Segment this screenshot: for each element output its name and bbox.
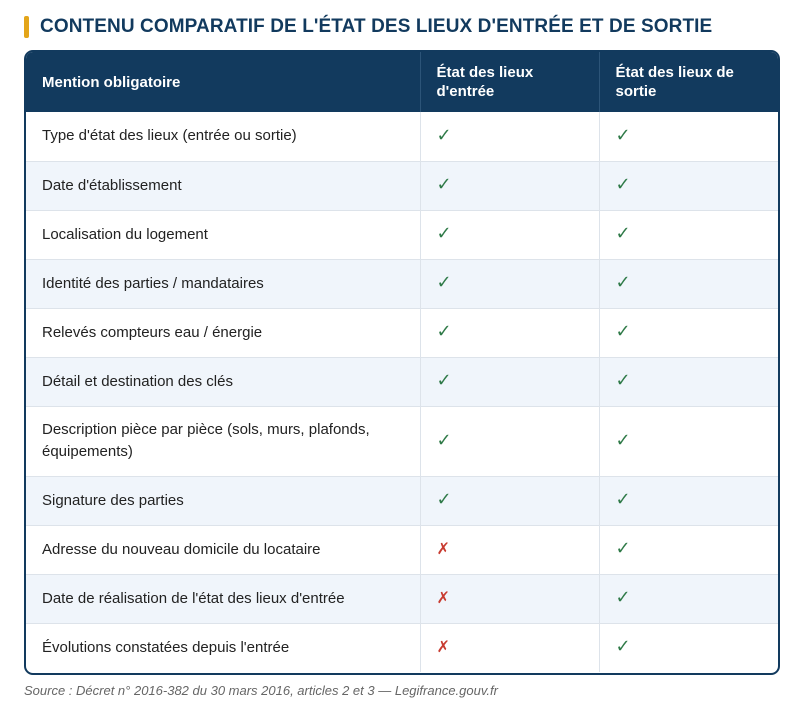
table-row — [26, 112, 778, 161]
check-icon: ✓ — [436, 489, 452, 510]
check-icon: ✓ — [436, 429, 452, 451]
check-icon: ✓ — [436, 174, 452, 195]
table-row — [26, 161, 778, 210]
header-entree: État des lieux d'entrée — [420, 52, 599, 112]
cross-icon: ✗ — [436, 588, 450, 607]
header-mention: Mention obligatoire — [42, 73, 181, 91]
row-label: Localisation du logement — [26, 210, 420, 259]
row-label: Adresse du nouveau domicile du locataire — [26, 525, 420, 574]
check-icon: ✓ — [615, 370, 631, 391]
row-label: Détail et destination des clés — [26, 357, 420, 406]
row-label: Description pièce par pièce (sols, murs, plafonds, équipements) — [26, 406, 420, 476]
table-row — [26, 357, 778, 406]
check-icon: ✓ — [615, 124, 631, 146]
check-icon: ✓ — [436, 223, 452, 244]
row-label: Identité des parties / mandataires — [26, 259, 420, 308]
table-row — [26, 476, 778, 525]
table-row — [26, 406, 778, 476]
table-body — [26, 112, 778, 672]
comparison-table — [26, 52, 778, 672]
table-row — [26, 259, 778, 308]
title-accent-bar — [24, 16, 29, 38]
check-icon: ✓ — [615, 429, 631, 451]
row-label: Date d'établissement — [26, 161, 420, 210]
check-icon: ✓ — [615, 174, 631, 195]
comparison-table-container — [24, 50, 780, 675]
check-icon: ✓ — [436, 370, 452, 391]
check-icon: ✓ — [436, 321, 452, 342]
check-icon: ✓ — [615, 538, 631, 559]
row-label: Évolutions constatées depuis l'entrée — [26, 623, 420, 672]
row-label: Type d'état des lieux (entrée ou sortie) — [42, 127, 297, 145]
title-block — [24, 14, 712, 40]
source-note: Source : Décret n° 2016-382 du 30 mars 2016, articles 2 et 3 — Legifrance.gouv.fr — [24, 683, 498, 698]
table-row — [26, 210, 778, 259]
row-label: Signature des parties — [26, 476, 420, 525]
cross-icon: ✗ — [436, 637, 450, 657]
table-row — [26, 308, 778, 357]
check-icon: ✓ — [615, 636, 631, 658]
check-icon: ✓ — [615, 489, 631, 510]
check-icon: ✓ — [615, 272, 631, 293]
table-header — [26, 52, 778, 112]
header-sortie: État des lieux de sortie — [599, 52, 778, 112]
cross-icon: ✗ — [436, 539, 450, 558]
check-icon: ✓ — [436, 272, 452, 293]
check-icon: ✓ — [615, 223, 631, 244]
table-row — [26, 574, 778, 623]
table-row — [26, 525, 778, 574]
check-icon: ✓ — [615, 321, 631, 342]
row-label: Date de réalisation de l'état des lieux d'entrée — [26, 574, 420, 623]
check-icon: ✓ — [436, 124, 452, 146]
check-icon: ✓ — [615, 587, 631, 608]
header-row — [26, 52, 778, 112]
page-title: CONTENU COMPARATIF DE L'ÉTAT DES LIEUX D'ENTRÉE ET DE SORTIE — [40, 16, 713, 37]
table-row — [26, 623, 778, 672]
row-label: Relevés compteurs eau / énergie — [26, 308, 420, 357]
